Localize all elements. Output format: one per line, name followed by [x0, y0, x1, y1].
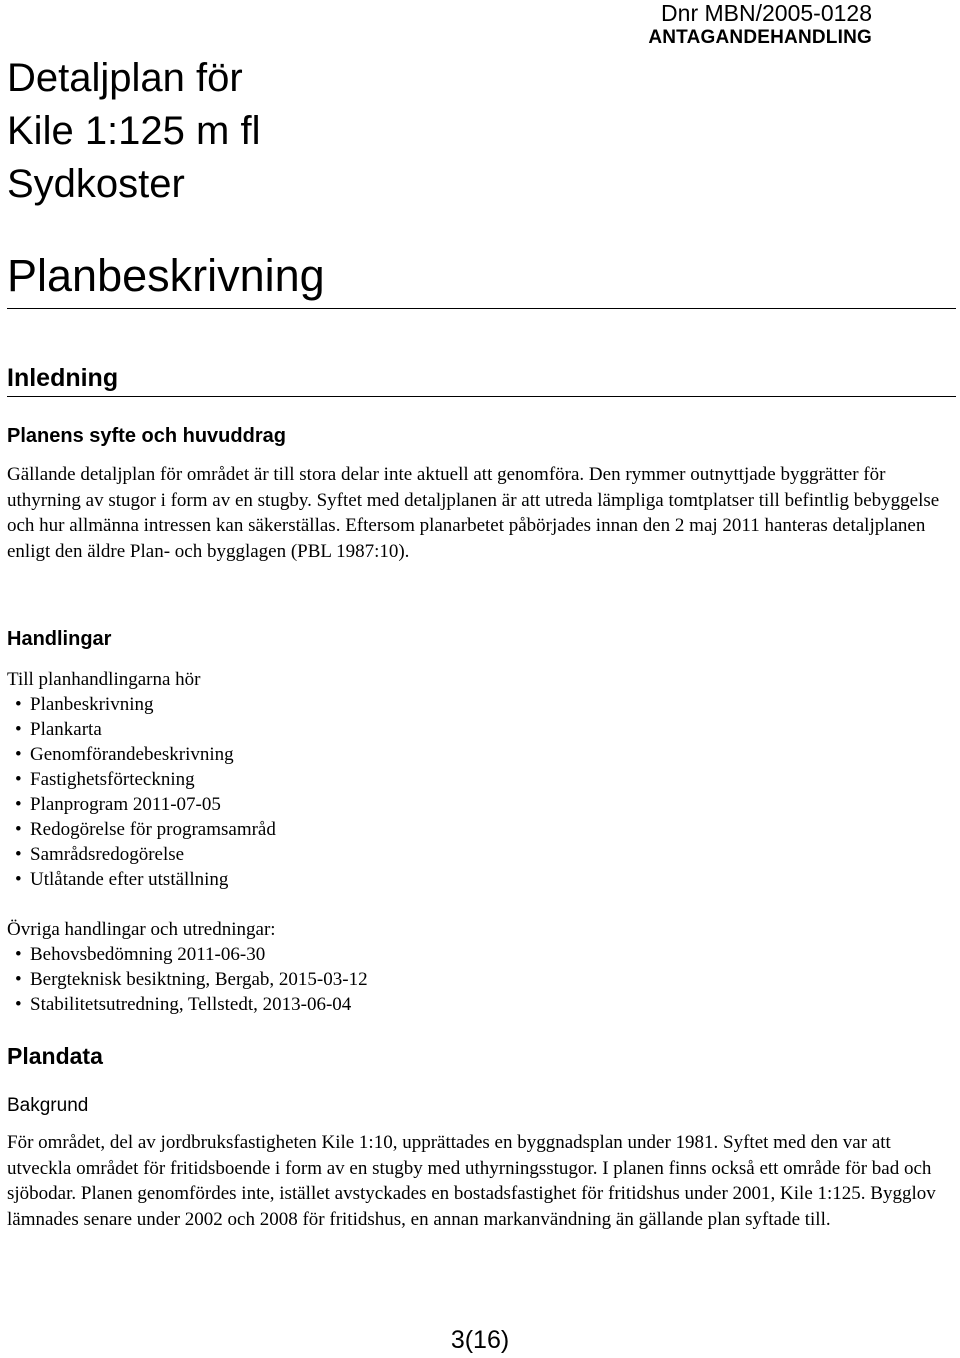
- document-header: [648, 0, 872, 49]
- list-item: • Redogörelse för programsamråd: [7, 817, 276, 842]
- planhandlingar-list: [7, 692, 276, 892]
- subheading-syfte: Planens syfte och huvuddrag: [7, 425, 286, 447]
- section-heading-plandata: Plandata: [7, 1043, 103, 1069]
- page-number: 3(16): [450, 1326, 510, 1354]
- divider-line: [7, 308, 956, 309]
- list-item: • Stabilitetsutredning, Tellstedt, 2013-06-04: [7, 992, 368, 1017]
- subheading-handlingar: Handlingar: [7, 628, 112, 650]
- title-line: Kile 1:125 m fl: [7, 109, 261, 153]
- document-type-heading: Planbeskrivning: [7, 250, 325, 301]
- list-item: • Behovsbedömning 2011-06-30: [7, 942, 368, 967]
- list-item: • Planprogram 2011-07-05: [7, 792, 276, 817]
- title-line: Sydkoster: [7, 162, 185, 206]
- list-item: • Fastighetsförteckning: [7, 767, 276, 792]
- plan-title: [7, 52, 260, 211]
- list-item: • Bergteknisk besiktning, Bergab, 2015-03-12: [7, 967, 368, 992]
- subheading-bakgrund: Bakgrund: [7, 1095, 89, 1116]
- title-line: Detaljplan för: [7, 56, 243, 100]
- divider-line: [7, 396, 956, 397]
- list-item: • Planbeskrivning: [7, 692, 276, 717]
- reference-number: Dnr MBN/2005-0128: [661, 0, 872, 26]
- list-item: • Utlåtande efter utställning: [7, 867, 276, 892]
- handlingar-intro: Till planhandlingarna hör: [7, 669, 201, 690]
- section-heading-inledning: Inledning: [7, 364, 119, 392]
- list-item: • Samrådsredogörelse: [7, 842, 276, 867]
- other-documents-intro: Övriga handlingar och utredningar:: [7, 919, 276, 940]
- other-documents-list: [7, 942, 368, 1017]
- list-item: • Genomförandebeskrivning: [7, 742, 276, 767]
- list-item: • Plankarta: [7, 717, 276, 742]
- bakgrund-paragraph: För området, del av jordbruksfastigheten Kile 1:10, upprättades en byggnadsplan under 1981. Syftet med den var att utveckla området för fritidsboende i form av en stugby med uthyrningsstugor. I planen finns också ett område för bad och sjöbodar. Planen genomfördes inte, istället avstyckades en bostadsfastighet för fritidshus under 2001, Kile 1:125. Bygglov lämnades senare under 2002 och 2008 för fritidshus, en annan markanvändning än gällande plan syftade till.: [7, 1132, 936, 1230]
- document-status: ANTAGANDEHANDLING: [648, 27, 872, 48]
- syfte-paragraph: Gällande detaljplan för området är till stora delar inte aktuell att genomföra. Den rymmer outnyttjade byggrätter för uthyrning av stugor i form av en stugby. Syftet med detaljplanen är att utreda lämpliga tomtplatser till befintlig bebyggelse och hur allmänna intressen kan säkerställas. Eftersom planarbetet påbörjades innan den 2 maj 2011 hanteras detaljplanen enligt den äldre Plan- och bygglagen (PBL 1987:10).: [7, 464, 940, 562]
